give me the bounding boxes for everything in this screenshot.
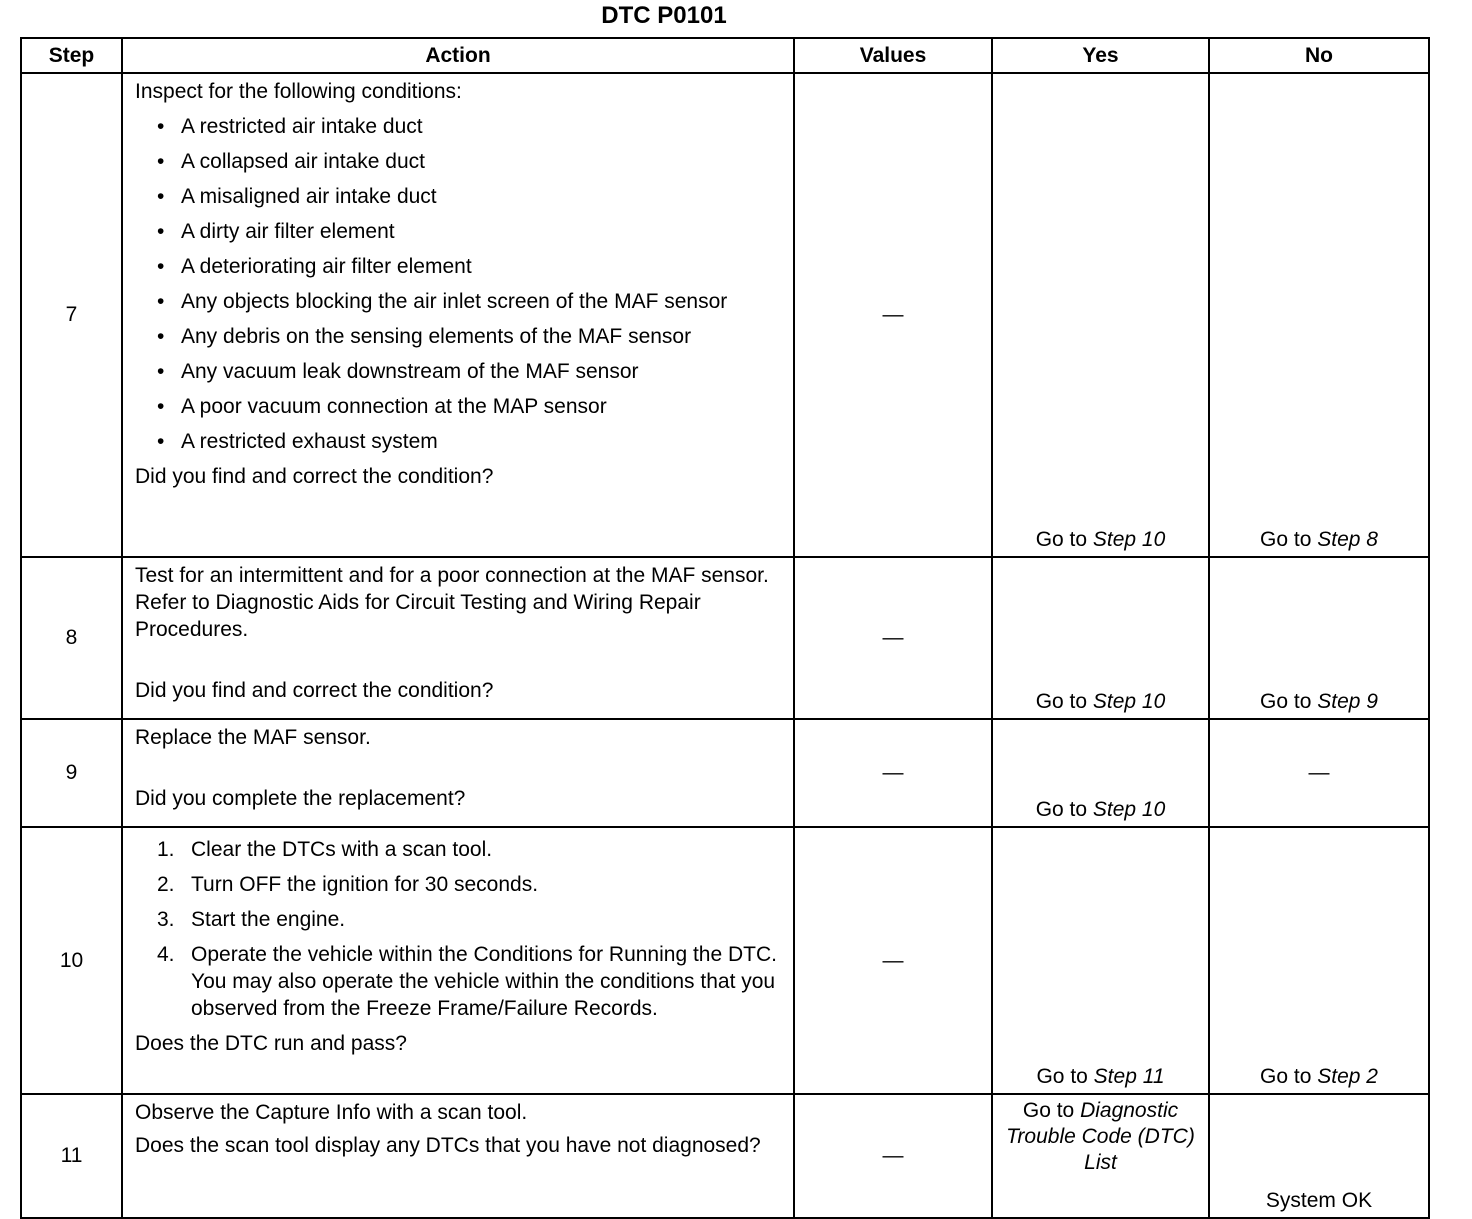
diagnostic-table bbox=[20, 37, 1430, 1219]
list-item: • A poor vacuum connection at the MAP sensor bbox=[157, 395, 607, 418]
list-item: • A misaligned air intake duct bbox=[157, 185, 437, 208]
no-cell: System OK bbox=[1209, 1094, 1429, 1218]
list-item: • Any objects blocking the air inlet screen of the MAF sensor bbox=[157, 290, 728, 313]
list-item: 2. Turn OFF the ignition for 30 seconds. bbox=[157, 873, 539, 896]
yes-cell: Go to Step 10 bbox=[992, 557, 1209, 719]
step-reference: Step 10 bbox=[1092, 528, 1166, 551]
values-cell: — bbox=[794, 719, 992, 827]
list-item: • A dirty air filter element bbox=[157, 220, 395, 243]
step-number: 10 bbox=[21, 827, 122, 1094]
action-text: Replace the MAF sensor. bbox=[135, 726, 371, 749]
list-item: 3. Start the engine. bbox=[157, 908, 346, 931]
action-question: Did you find and correct the condition? bbox=[135, 679, 494, 702]
values-cell: — bbox=[794, 73, 992, 557]
procedure-list bbox=[135, 836, 783, 1022]
bullet-icon: • bbox=[157, 220, 165, 243]
list-item: 1. Clear the DTCs with a scan tool. bbox=[157, 838, 493, 861]
list-item: • A collapsed air intake duct bbox=[157, 150, 425, 173]
action-column-header: Action bbox=[122, 38, 794, 73]
action-text: Observe the Capture Info with a scan tool. bbox=[135, 1101, 528, 1124]
action-cell bbox=[122, 719, 794, 827]
no-cell: Go to Step 9 bbox=[1209, 557, 1429, 719]
action-question: Did you complete the replacement? bbox=[135, 787, 466, 810]
bullet-icon: • bbox=[157, 290, 165, 313]
action-cell bbox=[122, 827, 794, 1094]
list-item: 4. Operate the vehicle within the Conditions for Running the DTC. You may also operate the vehicle within the conditions that you observed from the Freeze Frame/Failure Records. bbox=[157, 943, 777, 1020]
step-number: 9 bbox=[21, 719, 122, 827]
bullet-icon: • bbox=[157, 360, 165, 383]
list-item: • A deteriorating air filter element bbox=[157, 255, 472, 278]
bullet-icon: • bbox=[157, 115, 165, 138]
action-question: Did you find and correct the condition? bbox=[135, 465, 494, 488]
step-reference: Step 10 bbox=[1092, 690, 1166, 713]
table-row bbox=[21, 719, 1429, 827]
yes-cell: Go to Step 11 bbox=[992, 827, 1209, 1094]
action-question: Does the scan tool display any DTCs that you have not diagnosed? bbox=[135, 1134, 761, 1157]
action-cell bbox=[122, 1094, 794, 1218]
table-row bbox=[21, 1094, 1429, 1218]
no-cell: — bbox=[1209, 719, 1429, 827]
bullet-icon: • bbox=[157, 150, 165, 173]
step-number: 8 bbox=[21, 557, 122, 719]
list-item: • Any vacuum leak downstream of the MAF sensor bbox=[157, 360, 639, 383]
list-item: • A restricted air intake duct bbox=[157, 115, 423, 138]
table-row bbox=[21, 73, 1429, 557]
step-reference: Step 8 bbox=[1317, 528, 1378, 551]
step-column-header: Step bbox=[21, 38, 122, 73]
action-intro: Inspect for the following conditions: bbox=[135, 80, 462, 103]
page-title: DTC P0101 bbox=[601, 2, 727, 29]
step-reference: Diagnostic Trouble Code (DTC) List bbox=[1006, 1099, 1195, 1174]
bullet-icon: • bbox=[157, 185, 165, 208]
yes-column-header: Yes bbox=[992, 38, 1209, 73]
table-row bbox=[21, 557, 1429, 719]
no-cell: Go to Step 2 bbox=[1209, 827, 1429, 1094]
step-number: 7 bbox=[21, 73, 122, 557]
action-text: Test for an intermittent and for a poor connection at the MAF sensor. Refer to Diagnostic Aids for Circuit Testing and Wiring Repair Procedures. bbox=[135, 564, 769, 641]
table-header-row bbox=[21, 38, 1429, 73]
action-cell bbox=[122, 557, 794, 719]
yes-cell: Go to Step 10 bbox=[992, 73, 1209, 557]
step-reference: Step 11 bbox=[1093, 1065, 1165, 1088]
no-column-header: No bbox=[1209, 38, 1429, 73]
values-cell: — bbox=[794, 827, 992, 1094]
yes-cell: Go to Step 10 bbox=[992, 719, 1209, 827]
list-item: • A restricted exhaust system bbox=[157, 430, 438, 453]
bullet-icon: • bbox=[157, 430, 165, 453]
values-cell: — bbox=[794, 1094, 992, 1218]
bullet-icon: • bbox=[157, 255, 165, 278]
condition-list bbox=[135, 113, 783, 455]
list-item: • Any debris on the sensing elements of the MAF sensor bbox=[157, 325, 692, 348]
step-number: 11 bbox=[21, 1094, 122, 1218]
step-reference: Step 9 bbox=[1317, 690, 1378, 713]
step-reference: Step 2 bbox=[1317, 1065, 1378, 1088]
table-row bbox=[21, 827, 1429, 1094]
no-cell: Go to Step 8 bbox=[1209, 73, 1429, 557]
action-cell bbox=[122, 73, 794, 557]
bullet-icon: • bbox=[157, 325, 165, 348]
action-question: Does the DTC run and pass? bbox=[135, 1032, 407, 1055]
yes-cell: Go to Diagnostic Trouble Code (DTC) List bbox=[992, 1094, 1209, 1218]
step-reference: Step 10 bbox=[1092, 798, 1166, 821]
bullet-icon: • bbox=[157, 395, 165, 418]
values-cell: — bbox=[794, 557, 992, 719]
values-column-header: Values bbox=[794, 38, 992, 73]
